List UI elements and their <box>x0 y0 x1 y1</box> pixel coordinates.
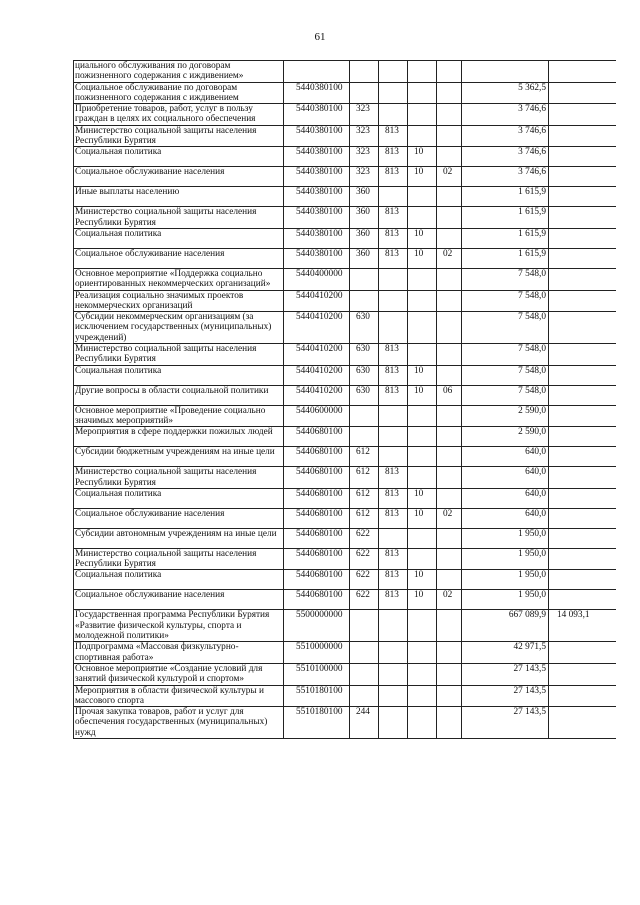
row-subsection-cell <box>437 447 462 467</box>
row-amount-cell: 2 590,0 <box>462 405 549 427</box>
row-expense-type-cell <box>350 290 379 312</box>
row-target-article-cell: 5440380100 <box>284 228 350 248</box>
row-name-cell: Мероприятия в сфере поддержки пожилых людей <box>74 427 284 447</box>
row-amount-extra-cell <box>549 125 616 147</box>
table-row <box>74 570 616 590</box>
row-target-article-cell: 5440680100 <box>284 590 350 610</box>
row-subsection-cell <box>437 61 462 83</box>
row-section-cell: 10 <box>408 570 437 590</box>
row-section-cell <box>408 663 437 685</box>
row-target-article-cell: 5440600000 <box>284 405 350 427</box>
row-subsection-cell: 02 <box>437 508 462 528</box>
row-admin-code-cell <box>379 268 408 290</box>
row-admin-code-cell: 813 <box>379 248 408 268</box>
row-amount-cell: 27 143,5 <box>462 663 549 685</box>
row-section-cell <box>408 207 437 229</box>
row-subsection-cell <box>437 268 462 290</box>
row-admin-code-cell <box>379 642 408 664</box>
row-amount-extra-cell <box>549 228 616 248</box>
row-admin-code-cell: 813 <box>379 125 408 147</box>
row-section-cell <box>408 405 437 427</box>
row-section-cell <box>408 312 437 344</box>
row-target-article-cell: 5440680100 <box>284 528 350 548</box>
row-subsection-cell: 06 <box>437 385 462 405</box>
row-name-cell: Министерство социальной защиты населения Республики Бурятия <box>74 207 284 229</box>
row-amount-extra-cell <box>549 61 616 83</box>
row-target-article-cell <box>284 61 350 83</box>
row-expense-type-cell: 323 <box>350 167 379 187</box>
row-name-cell: Социальное обслуживание населения <box>74 248 284 268</box>
row-amount-extra-cell <box>549 427 616 447</box>
row-amount-cell: 2 590,0 <box>462 427 549 447</box>
table-row <box>74 167 616 187</box>
table-row <box>74 548 616 570</box>
row-section-cell <box>408 427 437 447</box>
table-row <box>74 125 616 147</box>
row-amount-extra-cell <box>549 385 616 405</box>
row-expense-type-cell: 622 <box>350 528 379 548</box>
row-admin-code-cell: 813 <box>379 488 408 508</box>
row-expense-type-cell <box>350 427 379 447</box>
row-section-cell <box>408 610 437 642</box>
row-subsection-cell <box>437 344 462 366</box>
row-target-article-cell: 5440380100 <box>284 167 350 187</box>
row-subsection-cell <box>437 663 462 685</box>
row-section-cell <box>408 290 437 312</box>
row-amount-cell <box>462 61 549 83</box>
row-target-article-cell: 5440410200 <box>284 312 350 344</box>
row-subsection-cell <box>437 405 462 427</box>
row-expense-type-cell: 622 <box>350 570 379 590</box>
table-row <box>74 228 616 248</box>
row-amount-cell: 7 548,0 <box>462 312 549 344</box>
row-expense-type-cell: 612 <box>350 488 379 508</box>
row-name-cell: Министерство социальной защиты населения Республики Бурятия <box>74 467 284 489</box>
row-subsection-cell <box>437 187 462 207</box>
row-admin-code-cell: 813 <box>379 147 408 167</box>
row-expense-type-cell <box>350 268 379 290</box>
row-amount-extra-cell <box>549 467 616 489</box>
row-amount-cell: 42 971,5 <box>462 642 549 664</box>
table-row <box>74 248 616 268</box>
row-target-article-cell: 5510180100 <box>284 707 350 739</box>
row-subsection-cell <box>437 528 462 548</box>
row-amount-cell: 7 548,0 <box>462 268 549 290</box>
table-row <box>74 385 616 405</box>
row-amount-cell: 667 089,9 <box>462 610 549 642</box>
row-subsection-cell <box>437 125 462 147</box>
row-amount-cell: 7 548,0 <box>462 365 549 385</box>
row-amount-cell: 640,0 <box>462 447 549 467</box>
row-section-cell <box>408 447 437 467</box>
row-subsection-cell <box>437 312 462 344</box>
row-name-cell: циального обслуживания по договорам пожизненного содержания с иждивением» <box>74 61 284 83</box>
row-amount-extra-cell <box>549 365 616 385</box>
row-amount-cell: 1 950,0 <box>462 528 549 548</box>
row-expense-type-cell: 612 <box>350 467 379 489</box>
row-amount-cell: 1 950,0 <box>462 548 549 570</box>
row-amount-cell: 3 746,6 <box>462 147 549 167</box>
row-target-article-cell: 5440380100 <box>284 207 350 229</box>
row-admin-code-cell <box>379 663 408 685</box>
row-subsection-cell <box>437 365 462 385</box>
table-row <box>74 312 616 344</box>
table-row <box>74 488 616 508</box>
row-admin-code-cell: 813 <box>379 467 408 489</box>
row-subsection-cell <box>437 147 462 167</box>
row-amount-cell: 1 615,9 <box>462 248 549 268</box>
row-subsection-cell <box>437 104 462 126</box>
row-expense-type-cell <box>350 61 379 83</box>
table-row <box>74 467 616 489</box>
row-amount-cell: 7 548,0 <box>462 344 549 366</box>
row-expense-type-cell: 630 <box>350 344 379 366</box>
row-target-article-cell: 5440380100 <box>284 248 350 268</box>
row-amount-cell: 7 548,0 <box>462 385 549 405</box>
row-name-cell: Государственная программа Республики Бурятия «Развитие физической культуры, спорта и молодежной политики» <box>74 610 284 642</box>
row-target-article-cell: 5440680100 <box>284 570 350 590</box>
row-target-article-cell: 5440410200 <box>284 344 350 366</box>
row-target-article-cell: 5500000000 <box>284 610 350 642</box>
row-name-cell: Социальная политика <box>74 488 284 508</box>
row-target-article-cell: 5440380100 <box>284 82 350 104</box>
row-amount-extra-cell <box>549 312 616 344</box>
row-admin-code-cell <box>379 104 408 126</box>
row-section-cell: 10 <box>408 248 437 268</box>
row-subsection-cell: 02 <box>437 248 462 268</box>
table-row <box>74 147 616 167</box>
row-name-cell: Субсидии бюджетным учреждениям на иные цели <box>74 447 284 467</box>
row-amount-cell: 640,0 <box>462 508 549 528</box>
row-section-cell: 10 <box>408 365 437 385</box>
row-admin-code-cell <box>379 405 408 427</box>
row-amount-extra-cell <box>549 147 616 167</box>
row-expense-type-cell: 612 <box>350 447 379 467</box>
row-name-cell: Министерство социальной защиты населения Республики Бурятия <box>74 344 284 366</box>
row-amount-extra-cell <box>549 344 616 366</box>
row-expense-type-cell <box>350 663 379 685</box>
row-name-cell: Социальная политика <box>74 228 284 248</box>
row-amount-cell: 3 746,6 <box>462 167 549 187</box>
row-expense-type-cell <box>350 405 379 427</box>
row-amount-extra-cell <box>549 548 616 570</box>
row-amount-cell: 1 615,9 <box>462 187 549 207</box>
row-subsection-cell: 02 <box>437 167 462 187</box>
row-amount-extra-cell <box>549 447 616 467</box>
table-row <box>74 642 616 664</box>
row-amount-cell: 1 950,0 <box>462 590 549 610</box>
row-section-cell <box>408 707 437 739</box>
row-target-article-cell: 5510000000 <box>284 642 350 664</box>
row-target-article-cell: 5440380100 <box>284 147 350 167</box>
row-section-cell: 10 <box>408 590 437 610</box>
row-amount-extra-cell <box>549 508 616 528</box>
row-admin-code-cell: 813 <box>379 228 408 248</box>
row-target-article-cell: 5440680100 <box>284 508 350 528</box>
row-name-cell: Иные выплаты населению <box>74 187 284 207</box>
row-expense-type-cell: 323 <box>350 147 379 167</box>
table-row <box>74 707 616 739</box>
row-target-article-cell: 5440680100 <box>284 447 350 467</box>
row-section-cell <box>408 467 437 489</box>
row-target-article-cell: 5440380100 <box>284 125 350 147</box>
row-subsection-cell <box>437 427 462 447</box>
table-row <box>74 290 616 312</box>
row-target-article-cell: 5440410200 <box>284 290 350 312</box>
row-section-cell <box>408 61 437 83</box>
row-admin-code-cell <box>379 427 408 447</box>
row-target-article-cell: 5440410200 <box>284 385 350 405</box>
row-section-cell <box>408 642 437 664</box>
row-amount-extra-cell <box>549 488 616 508</box>
row-name-cell: Основное мероприятие «Проведение социально значимых мероприятий» <box>74 405 284 427</box>
row-expense-type-cell: 360 <box>350 248 379 268</box>
row-name-cell: Подпрограмма «Массовая физкультурно-спортивная работа» <box>74 642 284 664</box>
row-expense-type-cell: 360 <box>350 187 379 207</box>
row-name-cell: Приобретение товаров, работ, услуг в пользу граждан в целях их социального обеспечения <box>74 104 284 126</box>
table-row <box>74 685 616 707</box>
row-expense-type-cell: 244 <box>350 707 379 739</box>
row-section-cell <box>408 268 437 290</box>
table-row <box>74 61 616 83</box>
row-section-cell: 10 <box>408 508 437 528</box>
row-subsection-cell: 02 <box>437 590 462 610</box>
row-admin-code-cell <box>379 707 408 739</box>
row-name-cell: Социальное обслуживание по договорам пожизненного содержания с иждивением <box>74 82 284 104</box>
row-amount-extra-cell <box>549 405 616 427</box>
row-name-cell: Социальное обслуживание населения <box>74 167 284 187</box>
row-amount-cell: 27 143,5 <box>462 707 549 739</box>
row-amount-cell: 1 615,9 <box>462 228 549 248</box>
row-section-cell: 10 <box>408 488 437 508</box>
row-name-cell: Мероприятия в области физической культуры и массового спорта <box>74 685 284 707</box>
row-section-cell <box>408 125 437 147</box>
row-amount-extra-cell <box>549 528 616 548</box>
row-subsection-cell <box>437 642 462 664</box>
row-amount-extra-cell <box>549 248 616 268</box>
row-name-cell: Социальное обслуживание населения <box>74 508 284 528</box>
row-expense-type-cell: 630 <box>350 312 379 344</box>
row-amount-cell: 1 615,9 <box>462 207 549 229</box>
table-row <box>74 610 616 642</box>
row-section-cell <box>408 344 437 366</box>
row-target-article-cell: 5440680100 <box>284 427 350 447</box>
table-row <box>74 268 616 290</box>
row-expense-type-cell: 360 <box>350 228 379 248</box>
row-expense-type-cell: 612 <box>350 508 379 528</box>
row-amount-extra-cell <box>549 104 616 126</box>
row-amount-extra-cell <box>549 590 616 610</box>
row-expense-type-cell <box>350 610 379 642</box>
row-amount-cell: 640,0 <box>462 488 549 508</box>
row-admin-code-cell: 813 <box>379 344 408 366</box>
row-subsection-cell <box>437 685 462 707</box>
row-name-cell: Реализация социально значимых проектов некоммерческих организаций <box>74 290 284 312</box>
row-amount-cell: 27 143,5 <box>462 685 549 707</box>
row-admin-code-cell: 813 <box>379 385 408 405</box>
row-amount-extra-cell <box>549 207 616 229</box>
row-name-cell: Социальная политика <box>74 147 284 167</box>
row-expense-type-cell: 630 <box>350 365 379 385</box>
table-row <box>74 187 616 207</box>
row-admin-code-cell <box>379 290 408 312</box>
row-expense-type-cell: 630 <box>350 385 379 405</box>
row-expense-type-cell: 323 <box>350 104 379 126</box>
row-amount-extra-cell <box>549 167 616 187</box>
row-target-article-cell: 5440410200 <box>284 365 350 385</box>
row-name-cell: Основное мероприятие «Создание условий для занятий физической культурой и спортом» <box>74 663 284 685</box>
row-subsection-cell <box>437 228 462 248</box>
row-expense-type-cell: 360 <box>350 207 379 229</box>
row-admin-code-cell <box>379 685 408 707</box>
row-name-cell: Субсидии автономным учреждениям на иные цели <box>74 528 284 548</box>
row-section-cell: 10 <box>408 228 437 248</box>
row-name-cell: Субсидии некоммерческим организациям (за исключением государственных (муниципальных) учреждений) <box>74 312 284 344</box>
row-name-cell: Министерство социальной защиты населения Республики Бурятия <box>74 125 284 147</box>
row-admin-code-cell <box>379 610 408 642</box>
row-amount-cell: 3 746,6 <box>462 104 549 126</box>
row-section-cell <box>408 187 437 207</box>
table-row <box>74 207 616 229</box>
table-row <box>74 663 616 685</box>
row-amount-extra-cell <box>549 570 616 590</box>
row-section-cell: 10 <box>408 167 437 187</box>
row-target-article-cell: 5440680100 <box>284 548 350 570</box>
row-section-cell <box>408 548 437 570</box>
row-admin-code-cell <box>379 61 408 83</box>
row-subsection-cell <box>437 548 462 570</box>
row-amount-cell: 3 746,6 <box>462 125 549 147</box>
row-admin-code-cell: 813 <box>379 570 408 590</box>
row-amount-extra-cell <box>549 187 616 207</box>
row-amount-extra-cell <box>549 82 616 104</box>
row-name-cell: Другие вопросы в области социальной политики <box>74 385 284 405</box>
row-subsection-cell <box>437 82 462 104</box>
row-target-article-cell: 5440380100 <box>284 187 350 207</box>
row-amount-cell: 7 548,0 <box>462 290 549 312</box>
row-target-article-cell: 5440400000 <box>284 268 350 290</box>
row-admin-code-cell: 813 <box>379 167 408 187</box>
row-target-article-cell: 5440380100 <box>284 104 350 126</box>
row-admin-code-cell: 813 <box>379 590 408 610</box>
row-subsection-cell <box>437 570 462 590</box>
table-row <box>74 590 616 610</box>
row-section-cell <box>408 685 437 707</box>
row-section-cell <box>408 82 437 104</box>
row-amount-extra-cell <box>549 685 616 707</box>
row-target-article-cell: 5510180100 <box>284 685 350 707</box>
table-row <box>74 82 616 104</box>
row-admin-code-cell <box>379 447 408 467</box>
row-expense-type-cell <box>350 642 379 664</box>
row-amount-extra-cell: 14 093,1 <box>549 610 616 642</box>
row-subsection-cell <box>437 488 462 508</box>
table-row <box>74 365 616 385</box>
row-section-cell <box>408 104 437 126</box>
row-admin-code-cell <box>379 82 408 104</box>
row-section-cell: 10 <box>408 147 437 167</box>
table-row <box>74 344 616 366</box>
row-expense-type-cell: 622 <box>350 548 379 570</box>
row-admin-code-cell <box>379 187 408 207</box>
row-amount-cell: 640,0 <box>462 467 549 489</box>
row-amount-cell: 5 362,5 <box>462 82 549 104</box>
row-name-cell: Социальная политика <box>74 365 284 385</box>
row-admin-code-cell: 813 <box>379 365 408 385</box>
row-target-article-cell: 5440680100 <box>284 488 350 508</box>
row-subsection-cell <box>437 467 462 489</box>
row-expense-type-cell: 323 <box>350 125 379 147</box>
table-row <box>74 447 616 467</box>
table-row <box>74 104 616 126</box>
page-number: 61 <box>314 31 326 43</box>
row-amount-extra-cell <box>549 707 616 739</box>
row-subsection-cell <box>437 610 462 642</box>
table-row <box>74 528 616 548</box>
row-amount-cell: 1 950,0 <box>462 570 549 590</box>
row-amount-extra-cell <box>549 268 616 290</box>
row-name-cell: Прочая закупка товаров, работ и услуг для обеспечения государственных (муниципальных) нужд <box>74 707 284 739</box>
table-row <box>74 427 616 447</box>
row-subsection-cell <box>437 207 462 229</box>
row-admin-code-cell: 813 <box>379 508 408 528</box>
row-admin-code-cell: 813 <box>379 207 408 229</box>
row-name-cell: Социальное обслуживание населения <box>74 590 284 610</box>
row-expense-type-cell: 622 <box>350 590 379 610</box>
row-name-cell: Социальная политика <box>74 570 284 590</box>
table-row <box>74 508 616 528</box>
row-target-article-cell: 5440680100 <box>284 467 350 489</box>
row-target-article-cell: 5510100000 <box>284 663 350 685</box>
row-subsection-cell <box>437 707 462 739</box>
row-amount-extra-cell <box>549 663 616 685</box>
row-amount-extra-cell <box>549 290 616 312</box>
row-admin-code-cell <box>379 312 408 344</box>
row-name-cell: Основное мероприятие «Поддержка социально ориентированных некоммерческих организаций» <box>74 268 284 290</box>
row-section-cell <box>408 528 437 548</box>
row-amount-extra-cell <box>549 642 616 664</box>
row-admin-code-cell <box>379 528 408 548</box>
row-expense-type-cell <box>350 82 379 104</box>
row-expense-type-cell <box>350 685 379 707</box>
table-row <box>74 405 616 427</box>
row-admin-code-cell: 813 <box>379 548 408 570</box>
budget-table <box>73 60 616 739</box>
row-section-cell: 10 <box>408 385 437 405</box>
row-name-cell: Министерство социальной защиты населения Республики Бурятия <box>74 548 284 570</box>
row-subsection-cell <box>437 290 462 312</box>
